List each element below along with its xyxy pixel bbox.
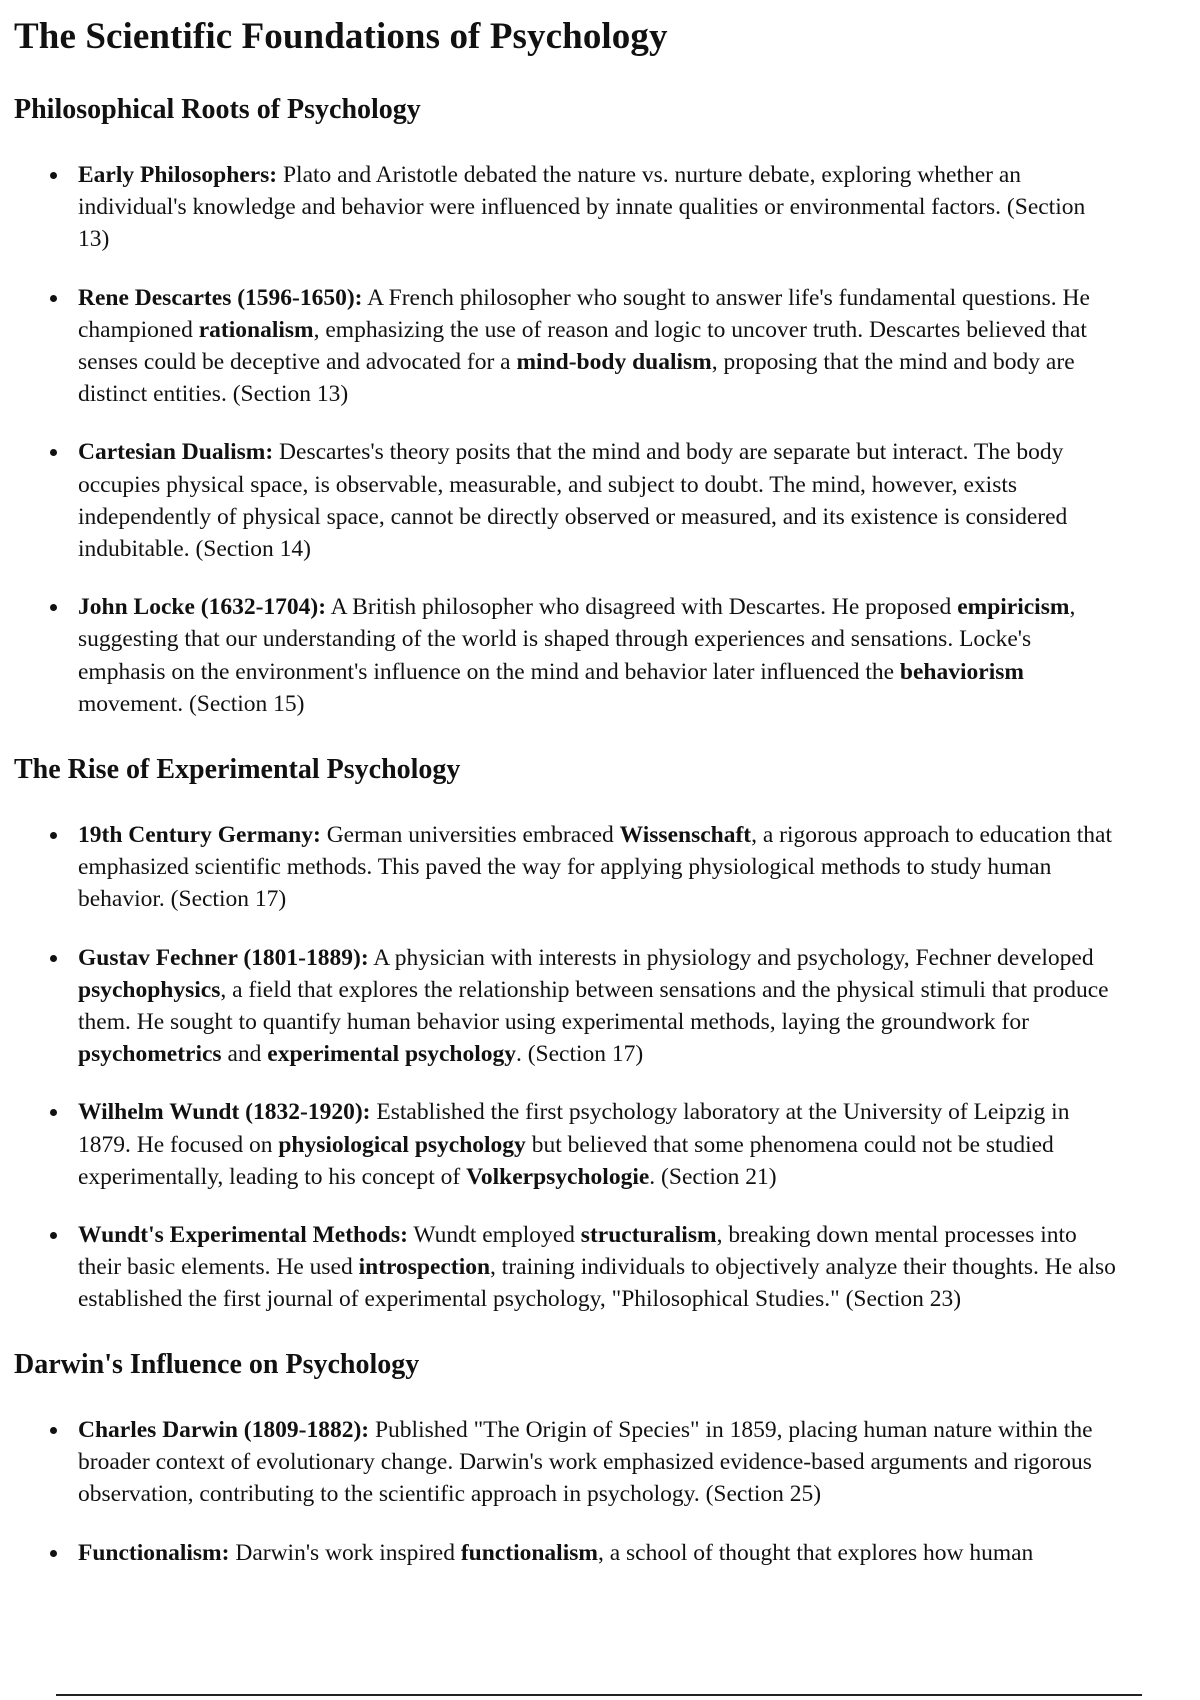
text-run: observation, contributing to the scientific approach in psychology. (Section 25) [78, 1481, 822, 1508]
list-item [14, 1096, 1116, 1193]
text-run: A British philosopher who disagreed with Descartes. He proposed [326, 594, 958, 621]
text-run: distinct entities. (Section 13) [78, 381, 349, 408]
list-item-line [78, 1283, 1116, 1315]
list-item-line [78, 942, 1116, 974]
list-item [14, 942, 1116, 1071]
section-heading-experimental-psychology: The Rise of Experimental Psychology [14, 754, 461, 785]
bold-term: behaviorism [899, 658, 1024, 685]
text-run: experimentally, leading to his concept of [78, 1163, 467, 1190]
bold-term: rationalism [198, 316, 314, 343]
text-run: German universities embraced [320, 822, 620, 848]
list-item-line [78, 533, 1090, 565]
text-run: individual's knowledge and behavior were influenced by innate qualities or environmental factors. (Section [78, 194, 1086, 221]
list-item-line [78, 469, 1090, 501]
list-item [14, 159, 1090, 256]
page-title: The Scientific Foundations of Psychology [14, 16, 668, 57]
list-item-line [78, 1006, 1116, 1038]
bold-term: structuralism [580, 1222, 717, 1249]
bold-term: John Locke (1632-1704): [78, 594, 327, 621]
bullet-list-experimental-psychology [14, 819, 1116, 1316]
text-run: championed [78, 316, 199, 343]
bold-term: Charles Darwin (1809-1882): [78, 1417, 370, 1443]
list-item-line [78, 1219, 1116, 1251]
text-run: , [1069, 594, 1076, 621]
list-item-line [78, 191, 1090, 223]
text-run: Descartes's theory posits that the mind and body are separate but interact. The body [273, 439, 1064, 466]
text-run: them. He sought to quantify human behavior using experimental methods, laying the groundwork for [78, 1009, 1029, 1036]
section-heading-darwin-influence: Darwin's Influence on Psychology [14, 1349, 420, 1380]
list-item-line [78, 591, 1090, 623]
list-item [14, 1219, 1116, 1316]
text-run: senses could be deceptive and advocated for a [78, 349, 517, 376]
list-item-line [78, 1096, 1116, 1128]
bold-term: psychometrics [78, 1041, 222, 1068]
text-run: indubitable. (Section 14) [78, 536, 311, 563]
bold-term: Wundt's Experimental Methods: [78, 1222, 408, 1249]
text-run: their basic elements. He used [78, 1254, 359, 1281]
text-run: behavior. (Section 17) [78, 886, 287, 913]
bold-term: Cartesian Dualism: [78, 439, 274, 466]
text-run: . (Section 21) [649, 1163, 777, 1190]
text-run: but believed that some phenomena could not be studied [525, 1131, 1054, 1158]
text-run: movement. (Section 15) [78, 690, 305, 717]
list-item-line [78, 1251, 1116, 1283]
list-item [14, 282, 1090, 411]
text-run: A physician with interests in physiology and psychology, Fechner developed [368, 944, 1094, 971]
text-run: . (Section 17) [515, 1041, 644, 1068]
text-run: emphasized scientific methods. This paved the way for applying physiological methods to study human [78, 854, 1052, 881]
bold-term: physiological psychology [278, 1131, 526, 1158]
text-run: , emphasizing the use of reason and logic to uncover truth. Descartes believed that [313, 316, 1087, 343]
text-run: , a school of thought that explores how human [597, 1539, 1034, 1566]
list-item-line [78, 223, 1090, 255]
list-item-line [78, 656, 1090, 688]
text-run: , proposing that the mind and body are [711, 349, 1075, 376]
list-item [14, 591, 1090, 720]
list-item-line [78, 501, 1090, 533]
list-item-line [78, 1478, 1093, 1510]
text-run: 13) [78, 226, 110, 253]
list-item [14, 819, 1116, 916]
list-item-line [78, 1161, 1116, 1193]
list-item-line [78, 1446, 1093, 1478]
list-item-line [78, 688, 1090, 720]
text-run: Published "The Origin of Species" in 1859, placing human nature within the [369, 1417, 1093, 1443]
list-item [14, 1414, 1093, 1511]
text-run: suggesting that our understanding of the world is shaped through experiences and sensations. Locke's [78, 626, 1032, 653]
list-item-line [78, 1414, 1093, 1446]
list-item [14, 436, 1090, 565]
bold-term: empiricism [957, 594, 1070, 621]
bold-term: Early Philosophers: [78, 162, 278, 188]
list-item-line [78, 623, 1090, 655]
text-run: A French philosopher who sought to answer life's fundamental questions. He [362, 284, 1090, 311]
list-item-line [78, 883, 1116, 915]
bold-term: Volkerpsychologie [466, 1163, 650, 1190]
text-run: occupies physical space, is observable, measurable, and subject to doubt. The mind, however, exists [78, 471, 1018, 498]
text-run: independently of physical space, cannot be directly observed or measured, and its existence is considered [78, 503, 1068, 530]
document-page [14, 0, 1200, 1566]
bold-term: Gustav Fechner (1801-1889): [78, 944, 369, 971]
list-item-line [78, 974, 1116, 1006]
bold-term: functionalism [460, 1539, 598, 1566]
bold-term: psychophysics [78, 976, 221, 1003]
list-item-line [78, 1129, 1116, 1161]
list-item-line [78, 851, 1116, 883]
list-item-line [78, 282, 1090, 314]
text-run: Wundt employed [407, 1222, 581, 1249]
text-run: broader context of evolutionary change. Darwin's work emphasized evidence-based arguments and rigorous [78, 1449, 1092, 1476]
text-run: , a rigorous approach to education that [751, 822, 1112, 848]
text-run: , training individuals to objectively analyze their thoughts. He also [490, 1254, 1116, 1281]
text-run: 1879. He focused on [78, 1131, 279, 1158]
text-run: , a field that explores the relationship between sensations and the physical stimuli that produce [220, 976, 1109, 1003]
bold-term: Functionalism: [78, 1539, 230, 1566]
text-run: established the first journal of experimental psychology, "Philosophical Studies." (Section 23) [78, 1286, 962, 1313]
text-run: Plato and Aristotle debated the nature vs. nurture debate, exploring whether an [277, 162, 1022, 188]
section-heading-philosophical-roots: Philosophical Roots of Psychology [14, 94, 421, 125]
bold-term: Wilhelm Wundt (1832-1920): [78, 1099, 371, 1126]
bold-term: Wissenschaft [619, 822, 752, 848]
bold-term: mind-body dualism [516, 349, 712, 376]
list-item-line [78, 819, 1116, 851]
text-run: , breaking down mental processes into [716, 1222, 1077, 1249]
bullet-list-philosophical-roots [14, 159, 1090, 720]
text-run: and [221, 1041, 268, 1068]
text-run: Established the first psychology laboratory at the University of Leipzig in [370, 1099, 1070, 1126]
bold-term: Rene Descartes (1596-1650): [78, 284, 363, 311]
list-item-line [78, 1537, 1093, 1569]
bold-term: introspection [358, 1254, 491, 1281]
text-run: Darwin's work inspired [229, 1539, 461, 1566]
list-item [14, 1537, 1093, 1569]
list-item-line [78, 436, 1090, 468]
page-divider [56, 1694, 1142, 1696]
bold-term: 19th Century Germany: [78, 822, 321, 848]
list-item-line [78, 159, 1090, 191]
bullet-list-darwin-influence [14, 1414, 1093, 1569]
list-item-line [78, 314, 1090, 346]
list-item-line [78, 346, 1090, 378]
list-item-line [78, 1038, 1116, 1070]
bold-term: experimental psychology [267, 1041, 516, 1068]
list-item-line [78, 378, 1090, 410]
text-run: emphasis on the environment's influence on the mind and behavior later influenced the [78, 658, 900, 685]
